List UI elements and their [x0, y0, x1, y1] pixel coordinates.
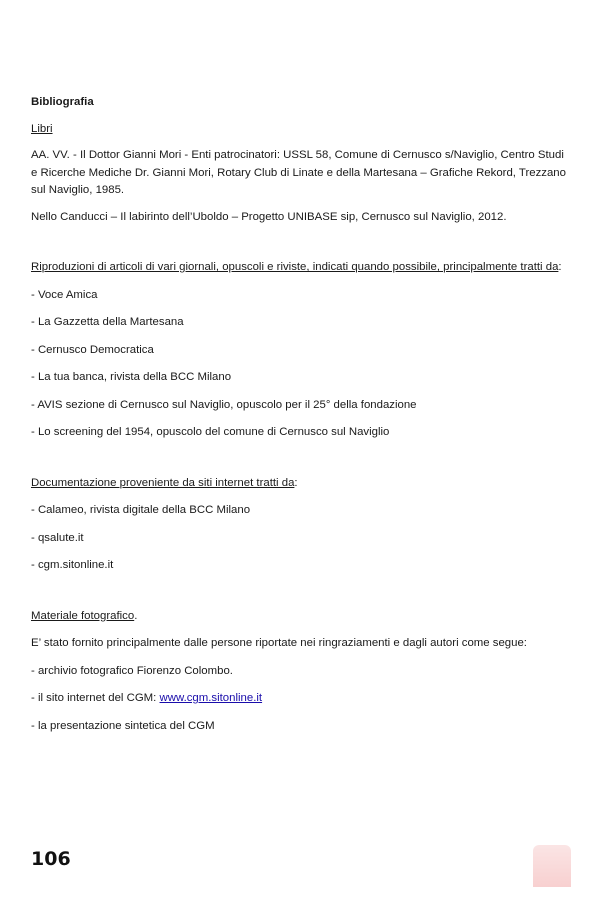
list-item [31, 690, 571, 708]
photos-title: Materiale fotografico [31, 609, 135, 622]
list-item: - archivio fotografico Fiorenzo Colombo. [31, 664, 233, 677]
page-number: 106 [31, 848, 71, 870]
articles-title: Riproduzioni di articoli di vari giornali, opuscoli e riviste, indicati quando possibile, principalmente tratti da [31, 261, 559, 273]
articles-title-suffix: : [558, 261, 562, 273]
list-item: - La Gazzetta della Martesana [31, 316, 184, 328]
photos-section-title [31, 608, 571, 626]
list-item: - La tua banca, rivista della BCC Milano [31, 371, 232, 383]
list-item: - Calameo, rivista digitale della BCC Milano [31, 504, 251, 516]
articles-section-title [31, 259, 571, 277]
photos-intro: E’ stato fornito principalmente dalle persone riportate nei ringraziamenti e dagli autori come segue: [31, 637, 527, 649]
list-item: - qsalute.it [31, 531, 84, 544]
list-item: - Lo screening del 1954, opuscolo del comune di Cernusco sul Naviglio [31, 426, 390, 438]
book-entry: AA. VV. - Il Dottor Gianni Mori - Enti patrocinatori: USSL 58, Comune di Cernusco s/Naviglio, Centro Studi e Ricerche Mediche Dr. Gianni Mori, Rotary Club di Linate e della Martesana – Grafiche Rekord, Trezzano sul Naviglio, 1985. [31, 149, 566, 196]
list-item: - la presentazione sintetica del CGM [31, 719, 215, 732]
photos-title-suffix: . [134, 609, 138, 622]
web-title-suffix: : [294, 476, 298, 489]
books-title: Libri [31, 122, 53, 135]
book-entry: Nello Canducci – Il labirinto dell’Uboldo – Progetto UNIBASE sip, Cernusco sul Naviglio, 2012. [31, 210, 507, 223]
corner-decoration [533, 845, 571, 887]
books-section-title [31, 121, 571, 139]
list-item: - Cernusco Democratica [31, 343, 154, 356]
web-title: Documentazione proveniente da siti internet tratti da [31, 476, 295, 489]
web-section-title [31, 475, 571, 493]
bibliography-content [31, 94, 571, 735]
page-heading: Bibliografia [31, 96, 94, 108]
list-item: - Voce Amica [31, 288, 98, 301]
list-item-text: - il sito internet del CGM: [31, 692, 160, 704]
cgm-website-link[interactable]: www.cgm.sitonline.it [159, 692, 263, 704]
list-item: - AVIS sezione di Cernusco sul Naviglio, opuscolo per il 25° della fondazione [31, 398, 417, 411]
list-item: - cgm.sitonline.it [31, 559, 114, 571]
